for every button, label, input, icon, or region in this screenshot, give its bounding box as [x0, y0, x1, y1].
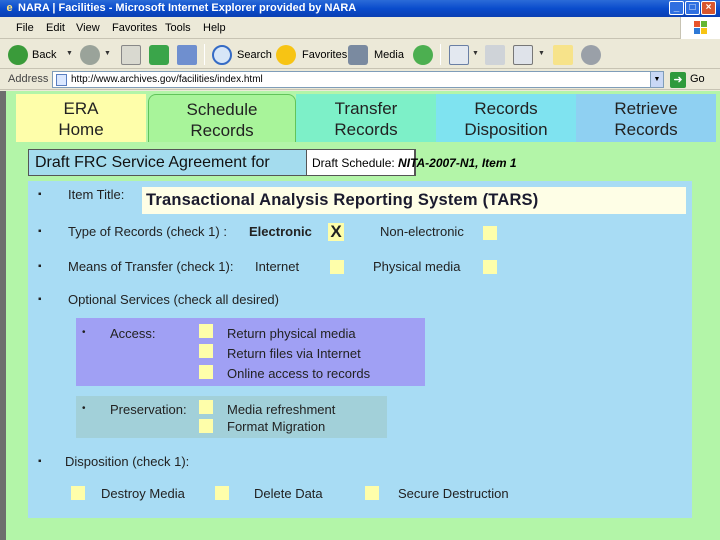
- non-electronic-label: Non-electronic: [380, 224, 464, 239]
- mail-button[interactable]: [448, 44, 470, 66]
- toolbar-separator: [204, 44, 205, 65]
- tab-label-line1: Transfer: [334, 99, 398, 118]
- internet-label: Internet: [255, 259, 300, 274]
- electronic-label: Electronic: [249, 224, 312, 239]
- tab-label-line2: Records: [190, 121, 254, 140]
- item-title-field[interactable]: Transactional Analysis Reporting System (TARS): [142, 187, 686, 214]
- page-icon: [56, 74, 67, 86]
- address-bar: [0, 70, 720, 90]
- bullet: ▪: [38, 456, 42, 467]
- secure-destruction-label: Secure Destruction: [398, 486, 509, 501]
- disposition-label: Disposition (check 1):: [65, 454, 190, 469]
- search-label: Search: [237, 49, 272, 61]
- access-options-box: [76, 318, 425, 386]
- mail-dropdown-icon[interactable]: ▼: [472, 50, 479, 57]
- print-button[interactable]: [484, 44, 506, 66]
- search-icon: [212, 45, 232, 65]
- forward-button[interactable]: [78, 44, 102, 66]
- draft-schedule-label: Draft Schedule:: [312, 156, 399, 170]
- minimize-button[interactable]: _: [669, 1, 684, 15]
- preservation-options-box: [76, 396, 387, 438]
- draft-schedule-value: NITA-2007-N1, Item 1: [398, 156, 517, 170]
- internet-checkbox[interactable]: [330, 260, 344, 274]
- back-label: Back: [32, 49, 57, 61]
- address-dropdown-icon[interactable]: ▼: [650, 72, 663, 87]
- format-migration-checkbox[interactable]: [199, 419, 213, 433]
- service-agreement-form: [28, 181, 692, 518]
- messenger-button[interactable]: [580, 44, 602, 66]
- home-icon: [177, 45, 197, 65]
- address-input[interactable]: [52, 71, 664, 88]
- back-button[interactable]: [6, 44, 66, 66]
- messenger-icon: [581, 45, 601, 65]
- frc-title: Draft FRC Service Agreement for: [35, 154, 270, 171]
- back-arrow-icon: [8, 45, 28, 65]
- tab-label-line1: Schedule: [186, 100, 258, 119]
- tab-label-line2: Records: [334, 120, 398, 139]
- media-icon: [348, 45, 368, 65]
- media-refreshment-label: Media refreshment: [227, 402, 336, 417]
- tab-label-line1: Records: [474, 99, 538, 118]
- forward-arrow-icon: [80, 45, 100, 65]
- preservation-label: Preservation:: [110, 402, 187, 417]
- draft-schedule-box: [306, 149, 517, 176]
- bullet: •: [82, 327, 86, 338]
- title-bar: [0, 0, 720, 17]
- tab-label-line2: Records: [614, 120, 678, 139]
- menu-edit[interactable]: Edit: [46, 22, 65, 34]
- home-button[interactable]: [176, 44, 198, 66]
- menu-file[interactable]: File: [16, 22, 34, 34]
- optional-services-label: Optional Services (check all desired): [68, 292, 279, 307]
- menu-bar: [0, 17, 720, 39]
- destroy-media-label: Destroy Media: [101, 486, 185, 501]
- forward-dropdown-icon[interactable]: ▼: [104, 50, 111, 57]
- menu-view[interactable]: View: [76, 22, 100, 34]
- secure-destruction-checkbox[interactable]: [365, 486, 379, 500]
- return-files-internet-label: Return files via Internet: [227, 346, 361, 361]
- toolbar-separator: [440, 44, 441, 65]
- refresh-icon: [149, 45, 169, 65]
- media-label: Media: [374, 49, 404, 61]
- edit-dropdown-icon[interactable]: ▼: [538, 50, 545, 57]
- bullet: ▪: [38, 226, 42, 237]
- online-access-checkbox[interactable]: [199, 365, 213, 379]
- windows-logo: [680, 17, 720, 39]
- internet-explorer-icon: e: [6, 2, 13, 14]
- tab-label-line2: Home: [58, 120, 104, 139]
- tab-label-line1: Retrieve: [614, 99, 678, 118]
- edit-page-icon: [513, 45, 533, 65]
- history-icon: [413, 45, 433, 65]
- menu-favorites[interactable]: Favorites: [112, 22, 158, 34]
- return-physical-media-checkbox[interactable]: [199, 324, 213, 338]
- page-content: [0, 91, 720, 540]
- format-migration-label: Format Migration: [227, 419, 326, 434]
- tab-schedule-records[interactable]: [148, 94, 296, 142]
- menu-tools[interactable]: Tools: [165, 22, 191, 34]
- toolbar: [0, 40, 720, 69]
- go-label: Go: [690, 73, 705, 85]
- tab-era-home[interactable]: [16, 94, 146, 142]
- favorites-label: Favorites: [302, 49, 348, 61]
- favorites-star-icon: [276, 45, 296, 65]
- online-access-label: Online access to records: [227, 366, 371, 381]
- back-dropdown-icon[interactable]: ▼: [66, 50, 73, 57]
- close-button[interactable]: ×: [701, 1, 716, 15]
- media-button[interactable]: [348, 44, 404, 66]
- address-url[interactable]: http://www.archives.gov/facilities/index.html: [71, 74, 263, 85]
- address-label: Address: [8, 73, 49, 85]
- electronic-checkbox[interactable]: X: [328, 223, 344, 241]
- maximize-button[interactable]: □: [685, 1, 700, 15]
- tab-label-line1: ERA: [63, 99, 99, 118]
- stop-icon: [121, 45, 141, 65]
- search-button[interactable]: [212, 44, 274, 66]
- bullet: •: [82, 403, 86, 414]
- physical-media-checkbox[interactable]: [483, 260, 497, 274]
- tab-records-disposition[interactable]: [436, 94, 576, 142]
- return-files-internet-checkbox[interactable]: [199, 344, 213, 358]
- refresh-button[interactable]: [148, 44, 170, 66]
- physical-media-label: Physical media: [373, 259, 461, 274]
- discuss-button[interactable]: [552, 44, 574, 66]
- windows-flag-icon: [693, 20, 709, 36]
- print-icon: [485, 45, 505, 65]
- tab-transfer-records[interactable]: [296, 94, 436, 142]
- bullet: ▪: [38, 294, 42, 305]
- access-label: Access:: [110, 326, 156, 341]
- destroy-media-checkbox[interactable]: [71, 486, 85, 500]
- tab-retrieve-records[interactable]: [576, 94, 716, 142]
- item-title-label: Item Title:: [68, 187, 125, 202]
- favorites-button[interactable]: [276, 44, 346, 66]
- bullet: ▪: [38, 189, 42, 200]
- edit-button[interactable]: [512, 44, 534, 66]
- delete-data-checkbox[interactable]: [215, 486, 229, 500]
- delete-data-label: Delete Data: [254, 486, 323, 501]
- note-icon: [553, 45, 573, 65]
- means-of-transfer-label: Means of Transfer (check 1):: [68, 259, 234, 274]
- bullet: ▪: [38, 261, 42, 272]
- stop-button[interactable]: [120, 44, 142, 66]
- return-physical-media-label: Return physical media: [227, 326, 356, 341]
- non-electronic-checkbox[interactable]: [483, 226, 497, 240]
- history-button[interactable]: [412, 44, 434, 66]
- menu-help[interactable]: Help: [203, 22, 226, 34]
- mail-icon: [449, 45, 469, 65]
- window-title: NARA | Facilities - Microsoft Internet Explorer provided by NARA: [18, 2, 357, 14]
- tab-label-line2: Disposition: [464, 120, 548, 139]
- media-refreshment-checkbox[interactable]: [199, 400, 213, 414]
- type-of-records-label: Type of Records (check 1) :: [68, 224, 227, 239]
- go-arrow-icon: ➜: [670, 72, 686, 88]
